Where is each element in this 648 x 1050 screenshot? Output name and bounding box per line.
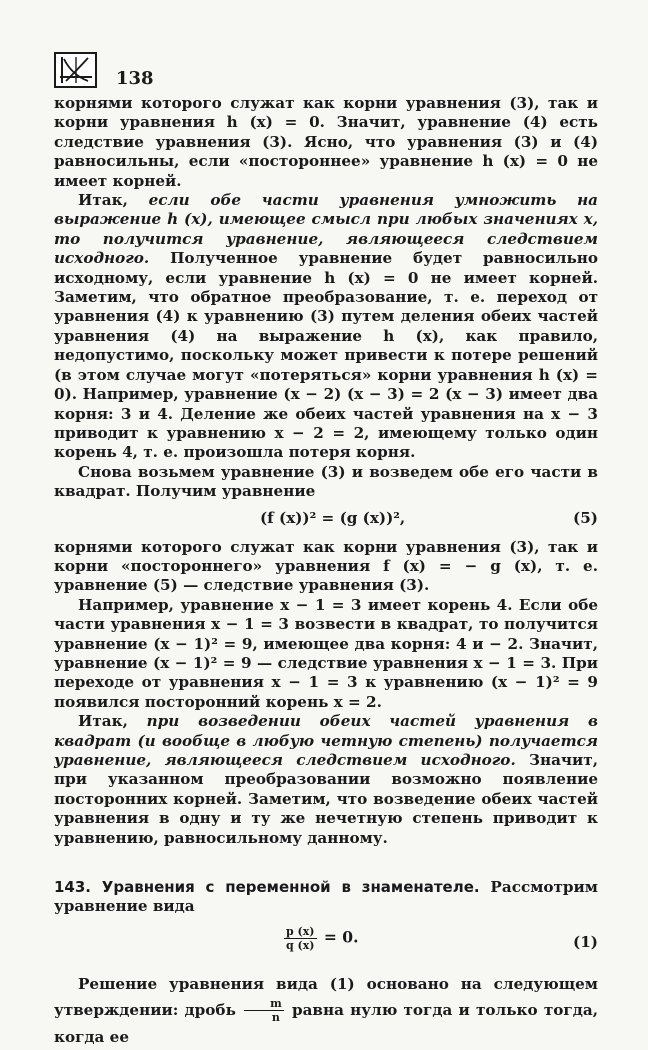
- paragraph-1: корнями которого служат как корни уравнения (3), так и корни уравнения h (x) = 0. Значит, уравнение (4) есть следствие уравнения (3). Ясно, что уравнения (3) и (4) равносильны, если «постороннее» уравнение h (x) = 0 не имеет корней.: [54, 94, 598, 190]
- paragraph-2: [54, 191, 598, 463]
- equation-1-numerator: p (x): [286, 924, 315, 938]
- paragraph-2-rest: Полученное уравнение будет равносильно исходному, если уравнение h (x) = 0 не имеет корней. Заметим, что обратное преобразование, т. е. переход от уравнения (4) к уравнению (3) путем деления обеих частей уравнения (4) на выражение h (x), как правило, недопустимо, поскольку может привести к потере решений (в этом случае могут «потеряться» корни уравнения h (x) = 0). Например, уравнение (x − 2) (x − 3) = 2 (x − 3) имеет два корня: 3 и 4. Деление же обеих частей уравнения на x − 3 приводит к уравнению x − 2 = 2, имеющему только один корень 4, т. е. произошла потеря корня.: [54, 249, 598, 462]
- equation-1-number: (1): [573, 932, 598, 951]
- textbook-page: [54, 42, 598, 1050]
- paragraph-7: [54, 971, 598, 1050]
- equation-5-number: (5): [573, 508, 598, 527]
- equation-5: [54, 506, 598, 534]
- page-body: [54, 94, 598, 1050]
- page-number: 138: [116, 68, 154, 89]
- paragraph-5: Например, уравнение x − 1 = 3 имеет корень 4. Если обе части уравнения x − 1 = 3 возвести в квадрат, то получится уравнение (x − 1)² = 9, имеющее два корня: 4 и − 2. Значит, уравнение (x − 1)² = 9 — следствие уравнения x − 1 = 3. При переходе от уравнения x − 1 = 3 к уравнению (x − 1)² = 9 появился посторонний корень x = 2.: [54, 595, 598, 711]
- equation-1: [54, 921, 598, 961]
- paragraph-6-italic: при возведении обеих частей уравнения в квадрат (и вообще в любую четную степень) получается уравнение, являющееся следствием исходного.: [54, 712, 598, 769]
- paragraph-4: корнями которого служат как корни уравнения (3), так и корни «постороннего» уравнения f (x) = − g (x), т. е. уравнение (5) — следствие уравнения (3).: [54, 537, 598, 595]
- page-header: [54, 42, 598, 94]
- paragraph-2-intro: Итак,: [78, 191, 149, 210]
- paragraph-7-start: Решение уравнения вида (1) основано на следующем утверждении: дробь: [54, 974, 598, 1019]
- equation-1-fraction: [284, 925, 317, 952]
- paragraph-2-italic: если обе части уравнения умножить на выражение h (x), имеющее смысл при любых значениях x, то получится уравнение, являющееся следствием исходного.: [54, 191, 598, 268]
- paragraph-6-intro: Итак,: [78, 712, 147, 731]
- paragraph-6: [54, 712, 598, 848]
- section-heading: [54, 878, 598, 917]
- paragraph-7-end: равна нулю тогда и только тогда, когда ее: [54, 1000, 598, 1047]
- equation-1-expression: [282, 925, 358, 952]
- section-143: [54, 878, 598, 1050]
- equation-5-expression: (f (x))² = (g (x))²,: [260, 508, 406, 527]
- equation-1-rest: = 0.: [318, 927, 359, 947]
- paragraph-3: Снова возьмем уравнение (3) и возведем обе его части в квадрат. Получим уравнение: [54, 462, 598, 501]
- section-title: 143. Уравнения с переменной в знаменателе.: [54, 878, 480, 897]
- graph-curves-icon: [54, 52, 97, 88]
- section-title-rest: Рассмотрим уравнение вида: [54, 878, 598, 916]
- fraction-m-n: [244, 997, 284, 1024]
- section-gap: [54, 848, 598, 878]
- fraction-m: m: [244, 997, 284, 1011]
- paragraph-6-rest: Значит, при указанном преобразовании возможно появление посторонних корней. Заметим, что возведение обеих частей уравнения в одну и ту же нечетную степень приводит к уравнению, равносильному данному.: [54, 751, 598, 847]
- fraction-n: n: [271, 1011, 280, 1025]
- equation-1-denominator: q (x): [286, 938, 315, 952]
